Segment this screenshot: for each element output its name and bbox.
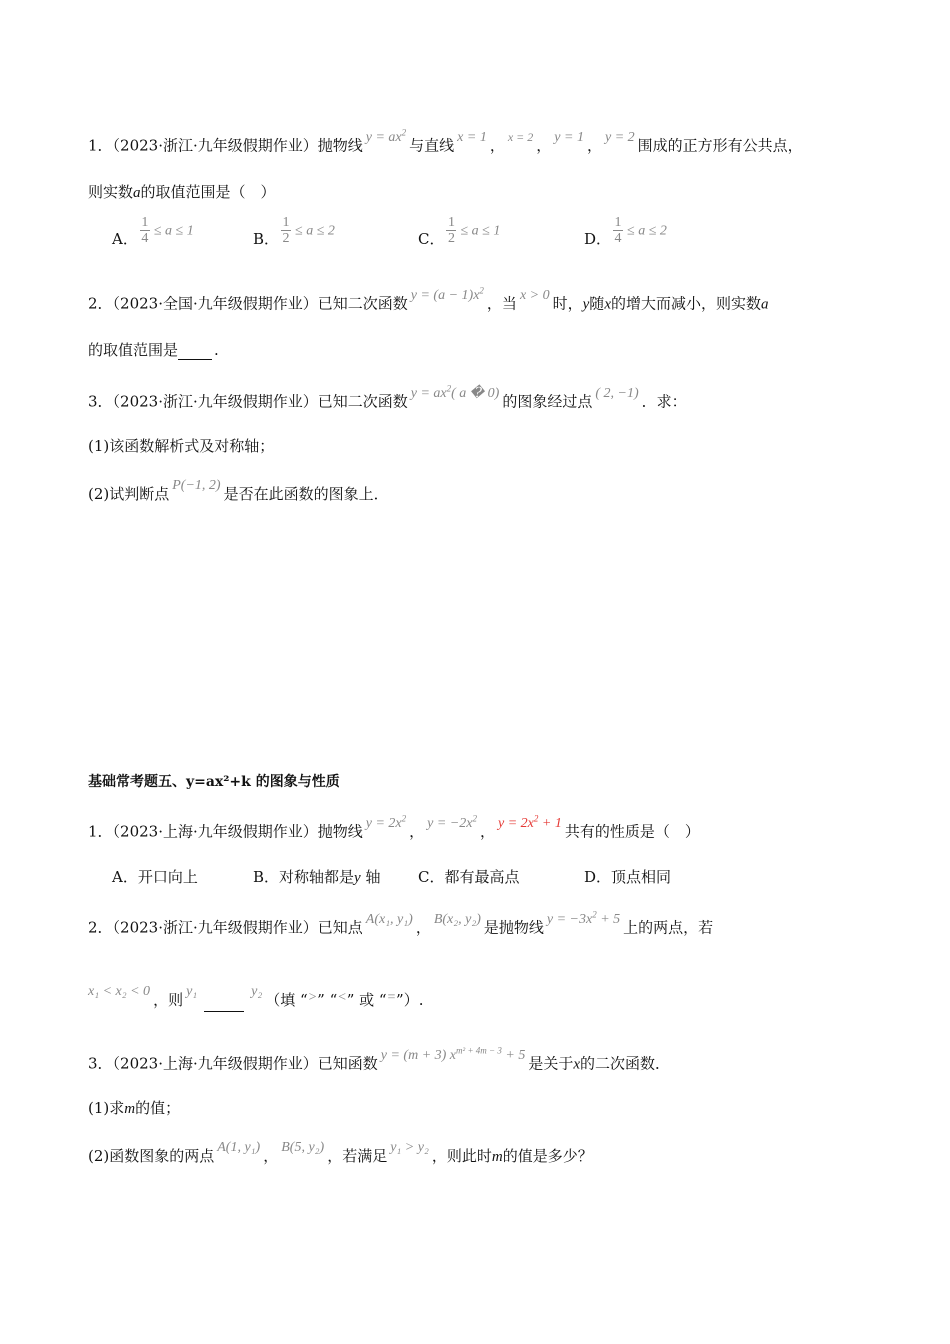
q3-line1: 3．（2023·浙江·九年级假期作业）已知二次函数 $y = ax^2$( a � 0) 的图象经过点 ( 2, −1) ．求： (88, 383, 687, 411)
fraction: $\frac{1}{4}$ (614, 215, 622, 246)
question-source: （2023·浙江·九年级假期作业）抛物线 (112, 136, 363, 155)
s2-q2-line2: x₁ < x₂ < 0 ，则 y₁ y₂ （填 “>” “<” 或 “=”）. (88, 990, 423, 1012)
q2-line1: 2．（2023·全国·九年级假期作业）已知二次函数 $y = (a - 1)x^2$，当 x > 0 时，y随x的增大而减小，则实数a (88, 285, 769, 313)
math-expr: $y = (a - 1)x^2$ (410, 285, 484, 303)
s2-q2-line1: 2．（2023·浙江·九年级假期作业）已知点 A(x₁, y₁) ， B(x₂, y₂) 是抛物线 $y = -3x^2 + 5$ 上的两点，若 (88, 909, 714, 937)
math-expr: $y = -3x^2 + 5$ (546, 909, 621, 927)
answer-blank[interactable] (204, 997, 244, 1012)
fraction: $\frac{1}{2}$ (282, 215, 290, 246)
question-number: 1． (88, 136, 113, 155)
math-expr: x > 0 (519, 287, 550, 303)
math-expr: $y = 2x^2$ (365, 813, 407, 831)
math-expr: y = (m + 3) $x^{m^2 + 4m - 3} + 5$ (380, 1045, 526, 1063)
math-expr: x = 2 (507, 129, 534, 144)
math-expr: y = 2 (604, 129, 635, 145)
math-expr: B(5, y₂) (281, 1140, 325, 1155)
option-c[interactable]: C． $\frac{1}{2}$ ≤ a ≤ 1 (418, 215, 501, 248)
math-expr: A(1, y₁) (217, 1140, 261, 1155)
fraction: $\frac{1}{2}$ (447, 215, 455, 246)
math-expr: y₁ (186, 984, 198, 999)
question-text: 与直线 (409, 136, 455, 155)
math-expr: x₁ < x₂ < 0 (88, 984, 151, 999)
q1-line2: 则实数a的取值范围是（ ） (88, 183, 276, 201)
answer-blank[interactable] (178, 345, 212, 360)
math-expr-highlight: $y = 2x^2 + 1$ (498, 813, 562, 831)
math-expr: A(x₁, y₁) (365, 911, 413, 927)
math-expr: x = 1 (457, 129, 487, 145)
math-expr: P(−1, 2) (172, 478, 221, 493)
question-text: 围成的正方形有公共点， (637, 136, 803, 155)
s2-option-c[interactable]: C．都有最高点 (418, 868, 520, 886)
math-expr: B(x₂, y₂) (433, 911, 481, 927)
option-b[interactable]: B． $\frac{1}{2}$ ≤ a ≤ 2 (253, 215, 335, 248)
fraction: $\frac{1}{4}$ (141, 215, 149, 246)
math-expr: y = 1 (554, 129, 584, 145)
s2-option-b[interactable]: B．对称轴都是y 轴 (253, 868, 381, 886)
math-expr: ( 2, −1) (595, 385, 639, 401)
s2-q3-line1: 3．（2023·上海·九年级假期作业）已知函数 y = (m + 3) $x^{m^2 + 4m - 3} + 5$ 是关于x的二次函数． (88, 1045, 671, 1073)
option-d[interactable]: D． $\frac{1}{4}$ ≤ a ≤ 2 (584, 215, 667, 248)
s2-q3-part1: (1)求m的值； (88, 1099, 181, 1117)
math-expr: y₁ > y₂ (390, 1140, 429, 1155)
q1-line1: 1．（2023·浙江·九年级假期作业）抛物线 $y = ax^2$与直线 x = 1 ， $^{x = 2}$ ， y = 1 ， y = 2 围成的正方形有公共点， (88, 127, 803, 155)
q3-part1: (1)该函数解析式及对称轴； (88, 437, 275, 455)
q3-part2: (2)试判断点 P(−1, 2) 是否在此函数的图象上． (88, 478, 389, 503)
s2-option-d[interactable]: D．顶点相同 (584, 868, 672, 886)
math-expr: $y = -2x^2$ (427, 813, 477, 831)
section-title: 基础常考题五、y=ax²+k 的图象与性质 (88, 774, 340, 790)
s2-q3-part2: (2)函数图象的两点 A(1, y₁) ， B(5, y₂) ，若满足 y₁ > y₂ ，则此时m的值是多少？ (88, 1140, 593, 1165)
s2-option-a[interactable]: A．开口向上 (112, 868, 198, 886)
math-expr: $y = ax^2$( a � 0) (410, 383, 500, 401)
math-expr: $y = ax^2$ (365, 127, 407, 145)
option-a[interactable]: A． $\frac{1}{4}$ ≤ a ≤ 1 (112, 215, 194, 248)
s2-q1-line1: 1．（2023·上海·九年级假期作业）抛物线 $y = 2x^2$， $y = -2x^2$， $y = 2x^2 + 1$ 共有的性质是（ ） (88, 813, 700, 841)
math-expr: y₂ (251, 984, 263, 999)
q2-line2: 的取值范围是 . (88, 341, 219, 359)
